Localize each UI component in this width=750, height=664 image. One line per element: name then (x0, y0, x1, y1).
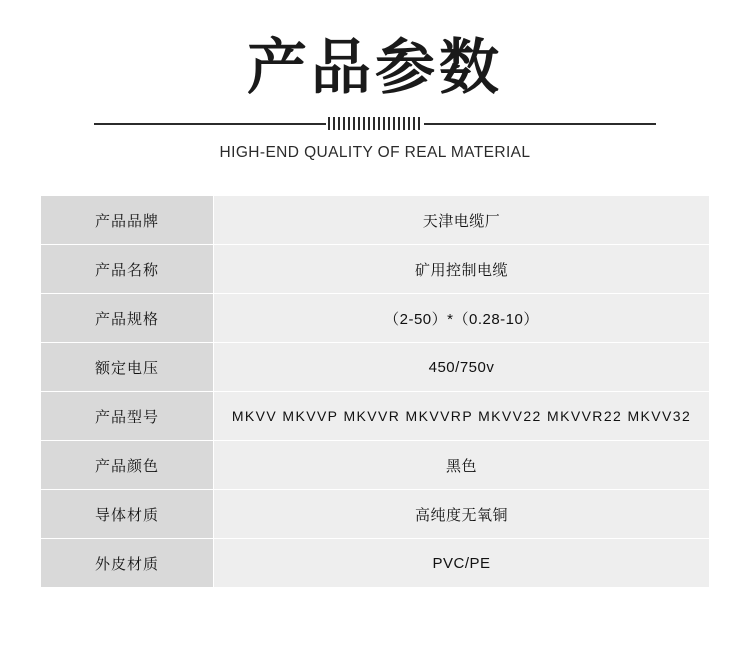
table-row (41, 343, 710, 392)
spec-label: 产品规格 (41, 294, 214, 343)
spec-value: （2-50）*（0.28-10） (214, 294, 710, 343)
spec-value: MKVV MKVVP MKVVR MKVVRP MKVV22 MKVVR22 MKVV32 (214, 392, 710, 441)
table-row (41, 245, 710, 294)
divider-hatch-ornament (328, 117, 422, 130)
product-spec-table (40, 195, 710, 588)
divider-line-right (424, 123, 656, 125)
table-row (41, 490, 710, 539)
table-row (41, 392, 710, 441)
spec-table-container (40, 195, 710, 588)
spec-label: 外皮材质 (41, 539, 214, 588)
page-subtitle: HIGH-END QUALITY OF REAL MATERIAL (219, 144, 531, 162)
spec-value: 天津电缆厂 (214, 196, 710, 245)
table-row (41, 196, 710, 245)
page-title: 产品参数 (247, 34, 503, 101)
table-row (41, 441, 710, 490)
spec-value: 高纯度无氧铜 (214, 490, 710, 539)
table-row (41, 294, 710, 343)
divider-line-left (94, 123, 326, 125)
spec-label: 导体材质 (41, 490, 214, 539)
spec-label: 产品型号 (41, 392, 214, 441)
decorative-divider (0, 117, 750, 130)
page-header (0, 0, 750, 162)
spec-value: 矿用控制电缆 (214, 245, 710, 294)
spec-label: 产品颜色 (41, 441, 214, 490)
spec-value: 黑色 (214, 441, 710, 490)
spec-label: 产品品牌 (41, 196, 214, 245)
spec-label: 产品名称 (41, 245, 214, 294)
table-row (41, 539, 710, 588)
spec-label: 额定电压 (41, 343, 214, 392)
spec-value: PVC/PE (214, 539, 710, 588)
spec-value: 450/750v (214, 343, 710, 392)
